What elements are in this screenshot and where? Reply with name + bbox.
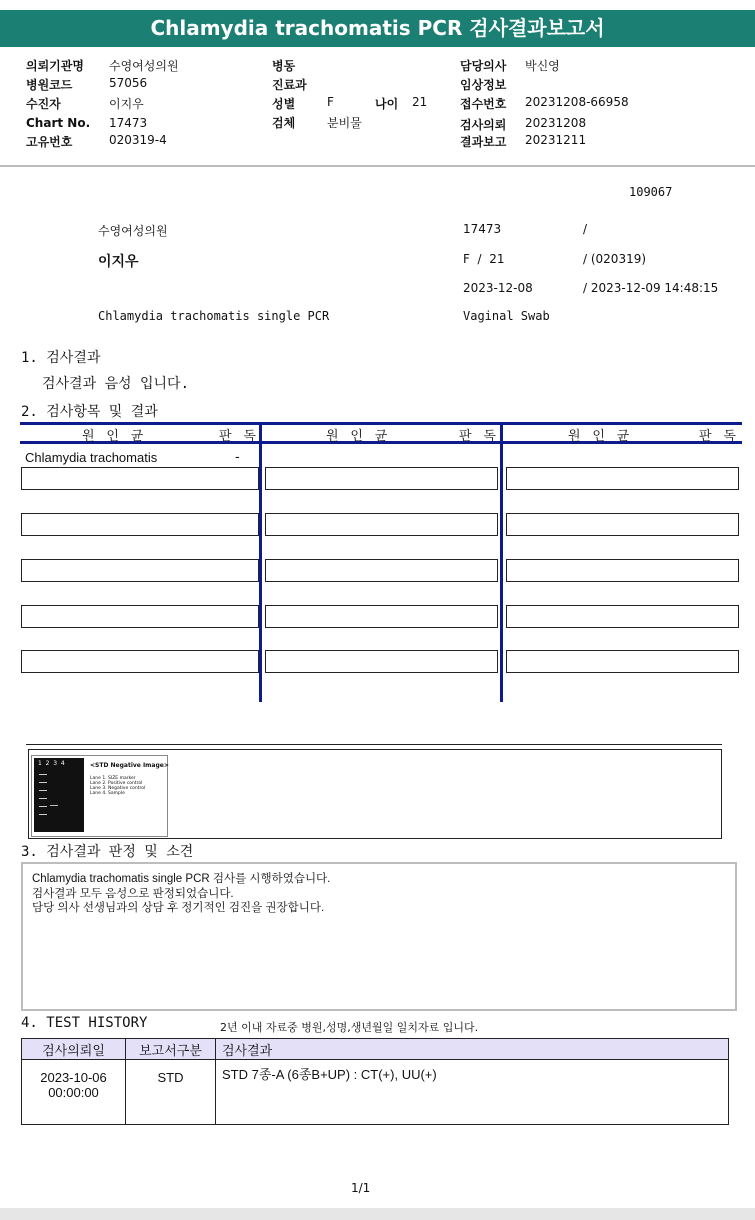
value-specimen: 분비물 xyxy=(327,116,362,130)
value-report-date: 20231211 xyxy=(525,133,587,147)
value-receipt-no: 20231208-66958 xyxy=(525,95,629,109)
opinion-box xyxy=(21,862,737,1011)
value-request-date: 20231208 xyxy=(525,116,587,130)
gel-band xyxy=(39,814,47,815)
label-institution: 의뢰기관명 xyxy=(26,59,84,73)
result-cell xyxy=(265,559,498,582)
summary-clinic: 수영여성의원 xyxy=(98,224,168,238)
opinion-text xyxy=(32,872,330,916)
summary-date-request: 2023-12-08 xyxy=(463,281,533,295)
summary-date-report: / 2023-12-09 14:48:15 xyxy=(583,281,719,295)
label-sex: 성별 xyxy=(272,97,296,111)
summary-chart-slash: / xyxy=(583,222,588,236)
table-col-divider-2 xyxy=(500,422,503,702)
result-cell xyxy=(506,650,739,673)
gel-legend-item: Lane 1. SIZE marker xyxy=(90,776,136,781)
history-date-cell xyxy=(22,1060,126,1125)
label-department: 진료과 xyxy=(272,78,307,92)
header-divider xyxy=(0,165,755,167)
value-patient: 이지우 xyxy=(109,97,144,111)
label-age: 나이 xyxy=(375,97,399,111)
gel-title: <STD Negative Image> xyxy=(90,762,169,769)
gel-band xyxy=(39,806,47,807)
result-cell xyxy=(265,467,498,490)
opinion-line: 담당 의사 선생님과의 상담 후 정기적인 검진을 권장합니다. xyxy=(32,902,325,914)
report-title: Chlamydia trachomatis PCR 검사결과보고서 xyxy=(0,10,755,47)
section3-heading: 3. 검사결과 판정 및 소견 xyxy=(21,844,194,860)
value-sex: F xyxy=(327,95,334,109)
label-request-date: 검사의뢰 xyxy=(460,118,507,132)
col-pathogen-1: 원 인 균 xyxy=(82,429,146,444)
result-cell xyxy=(506,467,739,490)
result-cell xyxy=(21,605,259,628)
gel-top-rule xyxy=(26,744,722,745)
table-col-divider-1 xyxy=(259,422,262,702)
label-chart-no: Chart No. xyxy=(26,116,91,130)
gel-lane-numbers: 1 2 3 4 xyxy=(38,760,65,767)
gel-band xyxy=(39,782,47,783)
gel-legend-item: Lane 2. Positive control xyxy=(90,781,143,786)
label-clinical-info: 임상정보 xyxy=(460,78,507,92)
result-cell xyxy=(506,513,739,536)
result-cell xyxy=(265,650,498,673)
history-header-row xyxy=(22,1039,729,1060)
label-hospital-code: 병원코드 xyxy=(26,78,73,92)
label-patient: 수진자 xyxy=(26,97,61,111)
section4-heading: 4. TEST HISTORY xyxy=(21,1015,148,1031)
page-bottom-band xyxy=(0,1208,755,1220)
section1-heading: 1. 검사결과 xyxy=(21,350,101,366)
history-type: STD xyxy=(126,1060,216,1125)
summary-test-name: Chlamydia trachomatis single PCR xyxy=(98,309,330,323)
result-cell xyxy=(21,513,259,536)
gel-legend-item: Lane 4. Sample xyxy=(90,791,125,796)
history-col-date: 검사의뢰일 xyxy=(22,1039,126,1060)
result-cell xyxy=(21,650,259,673)
history-result: STD 7종-A (6종B+UP) : CT(+), UU(+) xyxy=(216,1060,729,1125)
history-time: 00:00:00 xyxy=(48,1085,99,1100)
summary-id-ref: / (020319) xyxy=(583,252,647,266)
summary-chart: 17473 xyxy=(463,222,502,236)
result-cell xyxy=(265,605,498,628)
gel-dark-panel xyxy=(34,758,84,832)
label-doctor: 담당의사 xyxy=(460,59,507,73)
value-doctor: 박신영 xyxy=(525,59,560,73)
value-hospital-code: 57056 xyxy=(109,76,148,90)
history-date: 2023-10-06 xyxy=(40,1070,107,1085)
section1-result: 검사결과 음성 입니다. xyxy=(42,376,190,392)
col-pathogen-3: 원 인 균 xyxy=(568,429,632,444)
col-judge-1: 판 독 xyxy=(219,429,258,444)
pathogen-result: - xyxy=(235,450,240,465)
value-age: 21 xyxy=(412,95,428,109)
label-ward: 병동 xyxy=(272,59,296,73)
label-receipt-no: 접수번호 xyxy=(460,97,507,111)
col-pathogen-2: 원 인 균 xyxy=(326,429,390,444)
gel-legend xyxy=(90,776,145,796)
result-cell xyxy=(265,513,498,536)
col-judge-2: 판 독 xyxy=(459,429,498,444)
result-cell xyxy=(506,559,739,582)
history-table xyxy=(21,1038,729,1125)
history-col-type: 보고서구분 xyxy=(126,1039,216,1060)
gel-band xyxy=(50,805,58,806)
label-specimen: 검체 xyxy=(272,116,296,130)
col-judge-3: 판 독 xyxy=(699,429,738,444)
summary-specimen: Vaginal Swab xyxy=(463,309,550,323)
history-col-result: 검사결과 xyxy=(216,1039,729,1060)
pathogen-name: Chlamydia trachomatis xyxy=(25,450,158,465)
value-chart-no: 17473 xyxy=(109,116,148,130)
result-cell xyxy=(506,605,739,628)
result-cell xyxy=(21,467,259,490)
id-number: 109067 xyxy=(629,185,673,199)
page-number: 1/1 xyxy=(351,1181,371,1195)
gel-image xyxy=(31,755,168,837)
gel-band xyxy=(39,798,47,799)
opinion-line: 검사결과 모두 음성으로 판정되었습니다. xyxy=(32,887,234,900)
label-unique-no: 고유번호 xyxy=(26,135,73,149)
label-report-date: 결과보고 xyxy=(460,135,507,149)
result-cell xyxy=(21,559,259,582)
value-institution: 수영여성의원 xyxy=(109,59,179,73)
gel-band xyxy=(39,774,47,775)
history-note: 2년 이내 자료중 병원,성명,생년월일 일치자료 입니다. xyxy=(220,1021,479,1034)
summary-sex-age: F / 21 xyxy=(463,252,505,266)
gel-band xyxy=(39,790,47,791)
gel-legend-item: Lane 3. Negative control xyxy=(90,786,146,791)
value-unique-no: 020319-4 xyxy=(109,133,167,147)
history-row xyxy=(22,1060,729,1125)
section2-heading: 2. 검사항목 및 결과 xyxy=(21,404,158,420)
summary-patient: 이지우 xyxy=(98,254,139,270)
opinion-line: Chlamydia trachomatis single PCR 검사를 시행하였습니다. xyxy=(32,873,331,885)
